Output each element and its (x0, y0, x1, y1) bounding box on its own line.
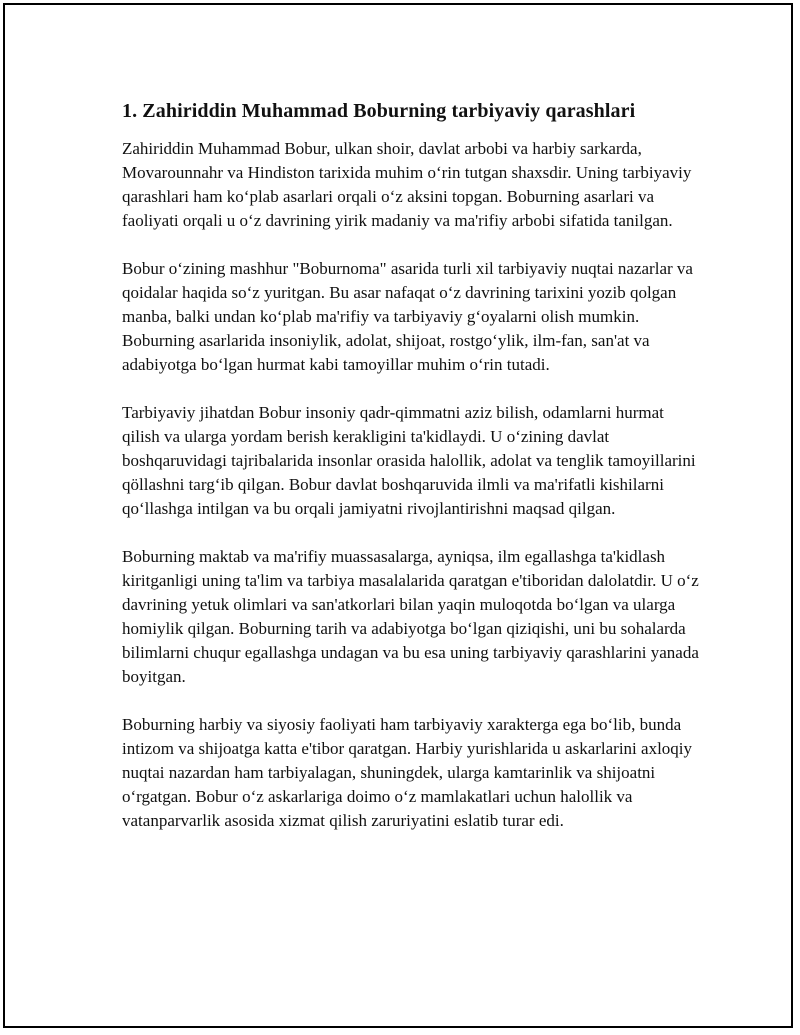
paragraph-3: Tarbiyaviy jihatdan Bobur insoniy qadr-qimmatni aziz bilish, odamlarni hurmat qilish va ularga yordam berish kerakligini ta'kidlaydi. U o‘zining davlat boshqaruvidagi tajribalarida insonlar orasida halollik, adolat va tenglik tamoyillarini qöllashni targ‘ib qilgan. Bobur davlat boshqaruvida ilmli va ma'rifatli kishilarni qo‘llashga intilgan va bu orqali jamiyatni rivojlantirishni maqsad qilgan. (122, 403, 696, 518)
document-title: 1. Zahiriddin Muhammad Boburning tarbiyaviy qarashlari (122, 100, 636, 122)
paragraph-4: Boburning maktab va ma'rifiy muassasalarga, ayniqsa, ilm egallashga ta'kidlash kiritganligi uning ta'lim va tarbiya masalalarida qaratgan e'tiboridan dalolatdir. U o‘z davrining yetuk olimlari va san'atkorlari bilan yaqin muloqotda bo‘lgan va ularga homiylik qilgan. Boburning tarih va adabiyotga bo‘lgan qiziqishi, uni bu sohalarda bilimlarni chuqur egallashga undagan va bu esa uning tarbiyaviy qarashlarini yanada boyitgan. (122, 547, 699, 686)
page-frame (3, 3, 793, 1028)
paragraph-1: Zahiriddin Muhammad Bobur, ulkan shoir, davlat arbobi va harbiy sarkarda, Movarounnahr va Hindiston tarixida muhim o‘rin tutgan shaxsdir. Uning tarbiyaviy qarashlari ham ko‘plab asarlari orqali o‘z aksini topgan. Boburning asarlari va faoliyati orqali u o‘z davrining yirik madaniy va ma'rifiy arbobi sifatida tanilgan. (122, 139, 692, 230)
paragraph-2: Bobur o‘zining mashhur "Boburnoma" asarida turli xil tarbiyaviy nuqtai nazarlar va qoidalar haqida so‘z yuritgan. Bu asar nafaqat o‘z davrining tarixini yozib qolgan manba, balki undan ko‘plab ma'rifiy va tarbiyaviy g‘oyalarni olish mumkin. Boburning asarlarida insoniylik, adolat, shijoat, rostgo‘ylik, ilm-fan, san'at va adabiyotga bo‘lgan hurmat kabi tamoyillar muhim o‘rin tutadi. (122, 259, 693, 374)
document-body (122, 97, 702, 857)
paragraph-5: Boburning harbiy va siyosiy faoliyati ham tarbiyaviy xarakterga ega bo‘lib, bunda intizom va shijoatga katta e'tibor qaratgan. Harbiy yurishlarida u askarlarini axloqiy nuqtai nazardan ham tarbiyalagan, shuningdek, ularga kamtarinlik va shijoatni o‘rgatgan. Bobur o‘z askarlariga doimo o‘z mamlakatlari uchun halollik va vatanparvarlik asosida xizmat qilish zaruriyatini eslatib turar edi. (122, 715, 693, 830)
